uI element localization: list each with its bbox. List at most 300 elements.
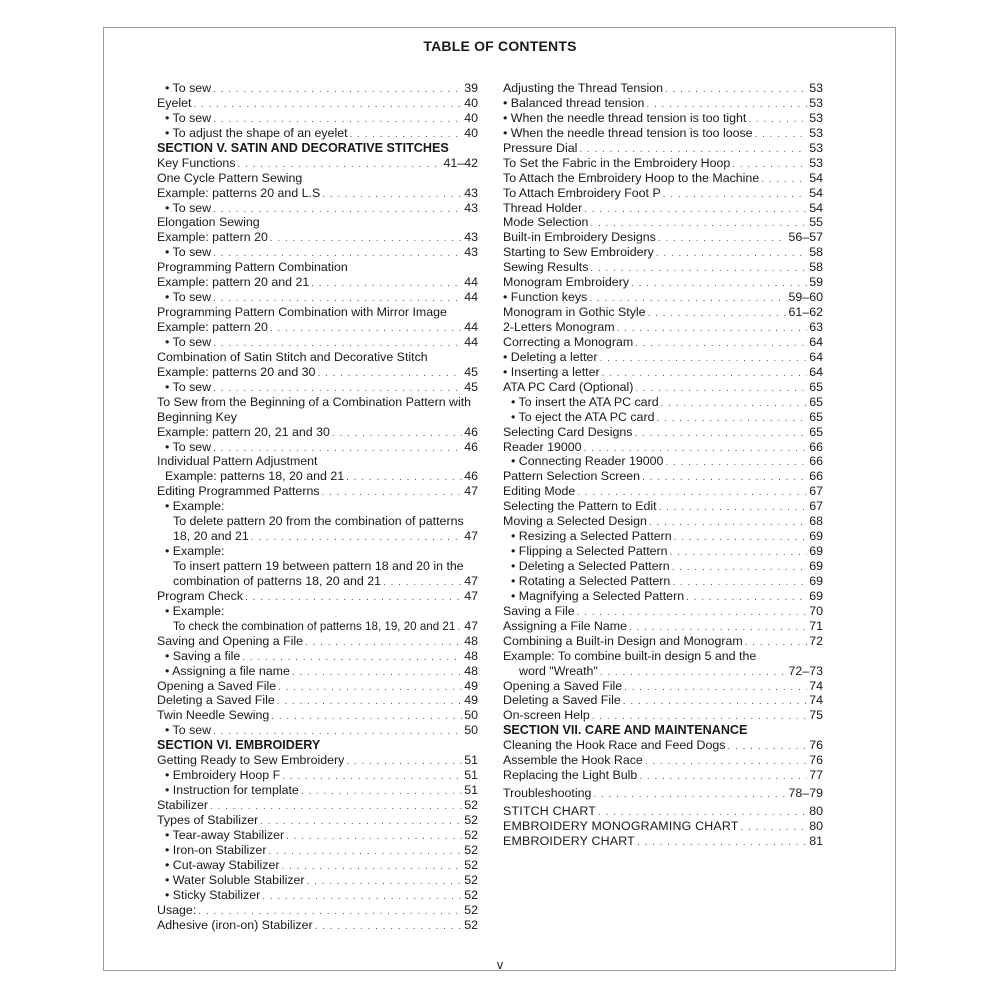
toc-entry-label: Types of Stabilizer — [157, 812, 259, 827]
toc-entry-label: Assigning a File Name — [503, 618, 627, 633]
toc-entry-page: 65 — [809, 424, 823, 439]
toc-entry-label: EMBROIDERY CHART — [503, 833, 635, 848]
toc-entry-label: • Resizing a Selected Pattern — [511, 529, 672, 544]
toc-entry-label: Combining a Built-in Design and Monogram — [503, 633, 743, 648]
toc-entry-page: 66 — [809, 469, 823, 484]
toc-entry — [503, 335, 823, 350]
toc-entry-page: 65 — [809, 409, 823, 424]
toc-leader-dots — [262, 890, 462, 905]
toc-entry — [503, 230, 823, 245]
toc-entry — [503, 559, 823, 574]
toc-entry-label: STITCH CHART — [503, 804, 597, 818]
toc-entry-label: To delete pattern 20 from the combination of patterns — [173, 514, 464, 529]
toc-leader-dots — [635, 337, 807, 352]
toc-entry — [157, 723, 478, 738]
toc-entry-page: 52 — [464, 827, 478, 842]
toc-entry-label: Moving a Selected Design — [503, 514, 647, 529]
toc-entry — [503, 350, 823, 365]
toc-entry-label: Starting to Sew Embroidery — [503, 245, 654, 260]
toc-entry-page: 54 — [809, 170, 823, 185]
toc-entry — [503, 410, 823, 425]
toc-entry — [503, 619, 823, 634]
toc-entry-label: Adjusting the Thread Tension — [503, 81, 664, 95]
toc-entry — [503, 96, 823, 111]
toc-entry-label: • Saving a file — [165, 648, 241, 663]
toc-entry — [157, 798, 478, 813]
toc-entry-label: • To sew — [165, 245, 212, 260]
toc-entry-page: 69 — [809, 544, 823, 559]
toc-entry — [503, 81, 823, 96]
toc-entry-page: 41–42 — [443, 155, 478, 170]
toc-leader-dots — [639, 770, 807, 785]
toc-entry-label: ATA PC Card (Optional) — [503, 379, 634, 394]
toc-entry — [157, 828, 478, 843]
toc-entry-page: 61–62 — [788, 305, 823, 320]
toc-entry — [157, 201, 478, 216]
toc-entry-label: • To eject the ATA PC card — [511, 409, 655, 424]
toc-entry-label: • Embroidery Hoop F — [165, 768, 281, 783]
toc-entry-page: 56–57 — [788, 230, 823, 245]
toc-entry-label: • To sew — [165, 334, 212, 349]
toc-entry-label: Correcting a Monogram — [503, 334, 634, 349]
toc-leader-dots — [600, 666, 787, 681]
toc-entry-label: Example: pattern 20 and 21 — [157, 275, 310, 290]
toc-leader-dots — [193, 98, 462, 113]
toc-entry — [157, 679, 478, 694]
toc-entry-page: 52 — [464, 902, 478, 917]
toc-entry-page: 64 — [809, 334, 823, 349]
toc-entry-label: Deleting a Saved File — [503, 693, 621, 708]
toc-entry-label: Key Functions — [157, 155, 236, 170]
toc-leader-dots — [665, 456, 807, 471]
toc-entry-label: • Tear-away Stabilizer — [165, 827, 285, 842]
toc-entry-label: Saving a File — [503, 603, 575, 618]
toc-leader-dots — [282, 860, 463, 875]
toc-entry-page: 44 — [464, 290, 478, 305]
toc-entry — [157, 768, 478, 783]
toc-leader-dots — [661, 397, 808, 412]
toc-entry — [157, 514, 478, 529]
toc-entry-label: • Function keys — [503, 290, 588, 305]
toc-entry-label: Deleting a Saved File — [157, 693, 275, 708]
toc-entry — [157, 380, 478, 395]
toc-entry-label: • When the needle thread tension is too loose — [503, 125, 753, 140]
toc-leader-dots — [658, 232, 787, 247]
toc-entry-page: 39 — [464, 81, 478, 95]
toc-entry-label: Example: patterns 18, 20 and 21 — [165, 469, 345, 484]
toc-entry-label: Programming Pattern Combination with Mirror Image — [157, 305, 447, 320]
toc-entry-label: Programming Pattern Combination — [157, 260, 348, 275]
toc-entry-page: 46 — [464, 424, 478, 439]
toc-entry — [157, 888, 478, 903]
toc-entry-label: EMBROIDERY MONOGRAMING CHART — [503, 818, 739, 833]
toc-entry-label: Monogram in Gothic Style — [503, 305, 646, 320]
toc-entry-page: 40 — [464, 125, 478, 140]
toc-entry-page: 52 — [464, 857, 478, 872]
toc-entry — [157, 81, 478, 96]
toc-entry-page: 64 — [809, 364, 823, 379]
toc-entry-page: 72–73 — [788, 663, 823, 678]
toc-entry-page: 53 — [809, 155, 823, 170]
toc-entry — [157, 858, 478, 873]
toc-entry — [503, 768, 823, 783]
toc-entry-page: 53 — [809, 95, 823, 110]
toc-entry-page: 64 — [809, 349, 823, 364]
toc-entry-page: 52 — [464, 812, 478, 827]
toc-entry — [503, 708, 823, 723]
toc-leader-dots — [260, 815, 462, 830]
toc-entry-label: • To sew — [165, 200, 212, 215]
toc-entry-page: 75 — [809, 708, 823, 723]
toc-entry-page: 40 — [464, 110, 478, 125]
toc-entry — [503, 126, 823, 141]
toc-entry — [157, 245, 478, 260]
toc-entry — [157, 126, 478, 141]
toc-entry — [157, 499, 478, 514]
toc-entry — [503, 693, 823, 708]
toc-entry — [503, 320, 823, 335]
toc-entry-label: Opening a Saved File — [503, 678, 623, 693]
toc-entry — [503, 260, 823, 275]
toc-entry — [503, 469, 823, 484]
toc-entry-page: 72 — [809, 633, 823, 648]
toc-entry-page: 50 — [464, 723, 478, 738]
toc-entry-label: To Sew from the Beginning of a Combination Pattern with — [157, 394, 472, 409]
toc-entry-page: 47 — [464, 618, 478, 633]
toc-entry-page: 80 — [809, 804, 823, 818]
toc-entry-page: 47 — [464, 573, 478, 588]
toc-entry-label: • Example: — [165, 544, 225, 559]
toc-entry — [503, 804, 823, 819]
toc-entry-label: On-screen Help — [503, 708, 590, 723]
toc-leader-dots — [346, 755, 462, 770]
toc-entry-page: 74 — [809, 678, 823, 693]
toc-entry-label: • Flipping a Selected Pattern — [511, 544, 668, 559]
toc-leader-dots — [645, 755, 807, 770]
toc-entry — [157, 335, 478, 350]
toc-entry-page: 48 — [464, 648, 478, 663]
toc-entry-label: • Cut-away Stabilizer — [165, 857, 280, 872]
toc-entry — [503, 499, 823, 514]
toc-entry — [503, 529, 823, 544]
toc-entry-label: Example: pattern 20, 21 and 30 — [157, 424, 330, 439]
toc-entry-label: Cleaning the Hook Race and Feed Dogs — [503, 738, 726, 753]
toc-entry — [157, 903, 478, 918]
toc-entry-label: • Assigning a file name — [165, 663, 290, 678]
toc-leader-dots — [213, 83, 462, 98]
toc-entry-label: • Deleting a letter — [503, 349, 598, 364]
toc-entry — [157, 693, 478, 708]
toc-entry-label: • When the needle thread tension is too tight — [503, 110, 747, 125]
toc-entry-page: 69 — [809, 529, 823, 544]
toc-entry — [503, 365, 823, 380]
toc-entry — [157, 813, 478, 828]
toc-entry — [157, 440, 478, 455]
toc-entry — [157, 395, 478, 410]
toc-leader-dots — [741, 821, 808, 836]
toc-entry-page: 74 — [809, 693, 823, 708]
toc-entry-page: 77 — [809, 768, 823, 783]
toc-entry-page: 69 — [809, 573, 823, 588]
toc-entry-label: To check the combination of patterns 18, 19, 20 and 21 — [173, 619, 456, 633]
toc-entry-page: 70 — [809, 603, 823, 618]
toc-entry — [157, 111, 478, 126]
toc-entry-page: 48 — [464, 663, 478, 678]
toc-entry — [157, 469, 478, 484]
toc-leader-dots — [332, 427, 462, 442]
toc-leader-dots — [623, 695, 807, 710]
toc-entry-page: 52 — [464, 872, 478, 887]
page-number: v — [496, 958, 504, 972]
toc-entry-page: 80 — [809, 818, 823, 833]
toc-entry-label: Troubleshooting — [503, 786, 592, 801]
toc-entry-label: Adhesive (iron-on) Stabilizer — [157, 917, 313, 932]
toc-left-column — [157, 81, 478, 932]
toc-entry-label: • To sew — [165, 723, 212, 738]
toc-leader-dots — [649, 516, 807, 531]
toc-entry-page: 67 — [809, 484, 823, 499]
toc-leader-dots — [631, 277, 807, 292]
toc-entry-page: 48 — [464, 633, 478, 648]
toc-entry-label: Program Check — [157, 588, 244, 603]
toc-entry — [157, 156, 478, 171]
toc-entry-page: 43 — [464, 185, 478, 200]
toc-entry-label: • Connecting Reader 19000 — [511, 454, 664, 469]
toc-entry-label: Editing Mode — [503, 484, 576, 499]
toc-leader-dots — [584, 203, 807, 218]
toc-entry-label: To insert pattern 19 between pattern 18 and 20 in the — [173, 559, 464, 573]
toc-entry-label: • Sticky Stabilizer — [165, 887, 261, 902]
toc-entry-label: • Rotating a Selected Pattern — [511, 573, 671, 588]
toc-entry-page: 53 — [809, 81, 823, 95]
toc-leader-dots — [674, 531, 808, 546]
toc-entry-label: • Magnifying a Selected Pattern — [511, 588, 685, 603]
toc-entry-label: To Attach Embroidery Foot P — [503, 185, 661, 200]
toc-entry-label: Thread Holder — [503, 200, 583, 215]
toc-entry — [503, 201, 823, 216]
toc-leader-dots — [648, 307, 787, 322]
toc-entry — [157, 753, 478, 768]
toc-entry — [503, 834, 823, 849]
toc-entry-page: 53 — [809, 110, 823, 125]
toc-entry — [157, 559, 478, 574]
toc-entry-page: 44 — [464, 275, 478, 290]
toc-leader-dots — [292, 666, 462, 681]
toc-leader-dots — [311, 277, 462, 292]
toc-entry-label: • Instruction for template — [165, 783, 299, 798]
toc-leader-dots — [282, 770, 462, 785]
toc-entry-page: 51 — [464, 783, 478, 798]
toc-entry-label: Selecting Card Designs — [503, 424, 633, 439]
toc-entry — [157, 783, 478, 798]
toc-leader-dots — [656, 247, 807, 262]
toc-leader-dots — [656, 412, 807, 427]
toc-leader-dots — [672, 576, 807, 591]
toc-entry-label: Opening a Saved File — [157, 678, 277, 693]
toc-entry-page: 67 — [809, 499, 823, 514]
toc-entry-page: 69 — [809, 588, 823, 603]
toc-entry-label: • Example: — [165, 603, 225, 618]
toc-entry — [503, 245, 823, 260]
toc-entry-label: Individual Pattern Adjustment — [157, 454, 318, 469]
toc-entry-label: SECTION VI. EMBROIDERY — [157, 738, 321, 753]
toc-entry — [157, 96, 478, 111]
toc-entry-label: • To sew — [165, 439, 212, 454]
toc-entry — [157, 918, 478, 933]
toc-entry-label: • Balanced thread tension — [503, 95, 645, 110]
toc-entry — [157, 529, 478, 544]
toc-entry-label: Combination of Satin Stitch and Decorative Stitch — [157, 349, 428, 364]
toc-leader-dots — [322, 486, 463, 501]
toc-entry — [157, 843, 478, 858]
toc-entry-label: 2-Letters Monogram — [503, 320, 615, 334]
toc-entry-label: Mode Selection — [503, 215, 589, 230]
toc-entry-page: 44 — [464, 320, 478, 334]
toc-entry — [503, 305, 823, 320]
toc-entry — [157, 215, 478, 230]
toc-entry — [503, 589, 823, 604]
toc-leader-dots — [670, 546, 808, 561]
toc-entry — [503, 753, 823, 768]
toc-leader-dots — [270, 232, 462, 247]
toc-leader-dots — [748, 113, 807, 128]
toc-entry-page: 47 — [464, 588, 478, 603]
toc-entry-label: Eyelet — [157, 95, 192, 110]
toc-leader-dots — [322, 188, 462, 203]
toc-entry-page: 52 — [464, 887, 478, 902]
toc-entry — [157, 275, 478, 290]
toc-leader-dots — [634, 427, 807, 442]
toc-entry-label: Example: pattern 20 — [157, 320, 268, 334]
toc-entry — [157, 410, 478, 425]
toc-leader-dots — [307, 875, 463, 890]
toc-entry — [503, 275, 823, 290]
toc-entry — [503, 786, 823, 801]
toc-entry — [157, 649, 478, 664]
toc-entry-page: 52 — [464, 917, 478, 932]
toc-entry-label: • Water Soluble Stabilizer — [165, 872, 305, 887]
toc-entry-page: 68 — [809, 514, 823, 529]
toc-entry — [157, 186, 478, 201]
toc-entry — [157, 589, 478, 604]
toc-leader-dots — [600, 352, 808, 367]
toc-entry — [157, 708, 478, 723]
toc-entry-label: Editing Programmed Patterns — [157, 484, 320, 499]
toc-entry-label: Elongation Sewing — [157, 215, 260, 230]
toc-entry — [157, 230, 478, 245]
toc-entry — [157, 365, 478, 380]
toc-entry-label: Example: patterns 20 and L.S — [157, 185, 321, 200]
toc-entry — [503, 649, 823, 664]
toc-entry-label: Built-in Embroidery Designs — [503, 230, 656, 245]
toc-leader-dots — [686, 591, 807, 606]
toc-entry — [503, 544, 823, 559]
toc-entry-page: 53 — [809, 125, 823, 140]
toc-leader-dots — [305, 636, 462, 651]
toc-entry-page: 53 — [809, 140, 823, 155]
toc-entry — [503, 290, 823, 305]
toc-entry-label: • To sew — [165, 290, 212, 305]
toc-entry-page: 43 — [464, 245, 478, 260]
toc-entry — [503, 574, 823, 589]
toc-entry-page: 55 — [809, 215, 823, 230]
toc-entry-page: 52 — [464, 798, 478, 812]
toc-entry-label: • Deleting a Selected Pattern — [511, 559, 670, 573]
toc-entry — [503, 395, 823, 410]
toc-entry — [157, 454, 478, 469]
toc-entry-page: 66 — [809, 439, 823, 454]
toc-entry-label: Example: To combine built-in design 5 and the — [503, 648, 757, 663]
toc-leader-dots — [672, 561, 808, 576]
toc-entry — [157, 350, 478, 365]
toc-leader-dots — [245, 591, 462, 606]
toc-entry — [157, 873, 478, 888]
toc-entry-page: 51 — [464, 768, 478, 783]
toc-entry-page: 44 — [464, 334, 478, 349]
toc-leader-dots — [642, 471, 807, 486]
toc-entry-label: Saving and Opening a File — [157, 633, 304, 648]
toc-entry-page: 45 — [464, 379, 478, 394]
toc-entry — [503, 425, 823, 440]
toc-entry — [157, 320, 478, 335]
toc-leader-dots — [270, 322, 462, 337]
toc-leader-dots — [637, 836, 807, 851]
toc-entry-label: • To adjust the shape of an eyelet — [165, 125, 348, 140]
toc-entry — [157, 664, 478, 679]
toc-entry-page: 65 — [809, 379, 823, 394]
toc-entry-label: Pattern Selection Screen — [503, 469, 641, 484]
toc-entry-label: SECTION VII. CARE AND MAINTENANCE — [503, 723, 748, 738]
toc-entry-page: 54 — [809, 185, 823, 200]
toc-entry-label: Assemble the Hook Race — [503, 753, 643, 768]
toc-entry — [157, 604, 478, 619]
toc-leader-dots — [659, 501, 808, 516]
toc-entry-page: 81 — [809, 833, 823, 848]
toc-leader-dots — [317, 367, 462, 382]
toc-entry — [503, 634, 823, 649]
toc-entry-page: 45 — [464, 364, 478, 379]
toc-entry-page: 59 — [809, 275, 823, 290]
toc-leader-dots — [301, 785, 462, 800]
toc-entry-label: SECTION V. SATIN AND DECORATIVE STITCHES — [157, 140, 449, 155]
toc-entry — [503, 440, 823, 455]
toc-entry — [503, 186, 823, 201]
toc-leader-dots — [315, 920, 463, 935]
toc-leader-dots — [624, 681, 807, 696]
toc-entry — [503, 111, 823, 126]
toc-entry-page: 58 — [809, 245, 823, 260]
toc-section-heading — [157, 738, 478, 753]
toc-entry-page: 78–79 — [788, 786, 823, 801]
toc-entry-label: • Example: — [165, 499, 225, 514]
toc-entry-label: • To insert the ATA PC card — [511, 394, 659, 409]
toc-entry — [503, 380, 823, 395]
toc-leader-dots — [278, 681, 462, 696]
toc-leader-dots — [277, 695, 462, 710]
toc-entry-label: Beginning Key — [157, 409, 237, 424]
toc-entry — [503, 819, 823, 834]
toc-entry-page: 52 — [464, 842, 478, 857]
toc-entry — [503, 679, 823, 694]
toc-leader-dots — [593, 788, 786, 803]
toc-entry-label: Example: pattern 20 — [157, 230, 268, 245]
toc-entry — [157, 484, 478, 499]
toc-entry — [503, 141, 823, 156]
toc-leader-dots — [755, 128, 808, 143]
toc-entry-label: Stabilizer — [157, 798, 208, 812]
toc-entry — [157, 544, 478, 559]
page-title: TABLE OF CONTENTS — [423, 38, 577, 54]
